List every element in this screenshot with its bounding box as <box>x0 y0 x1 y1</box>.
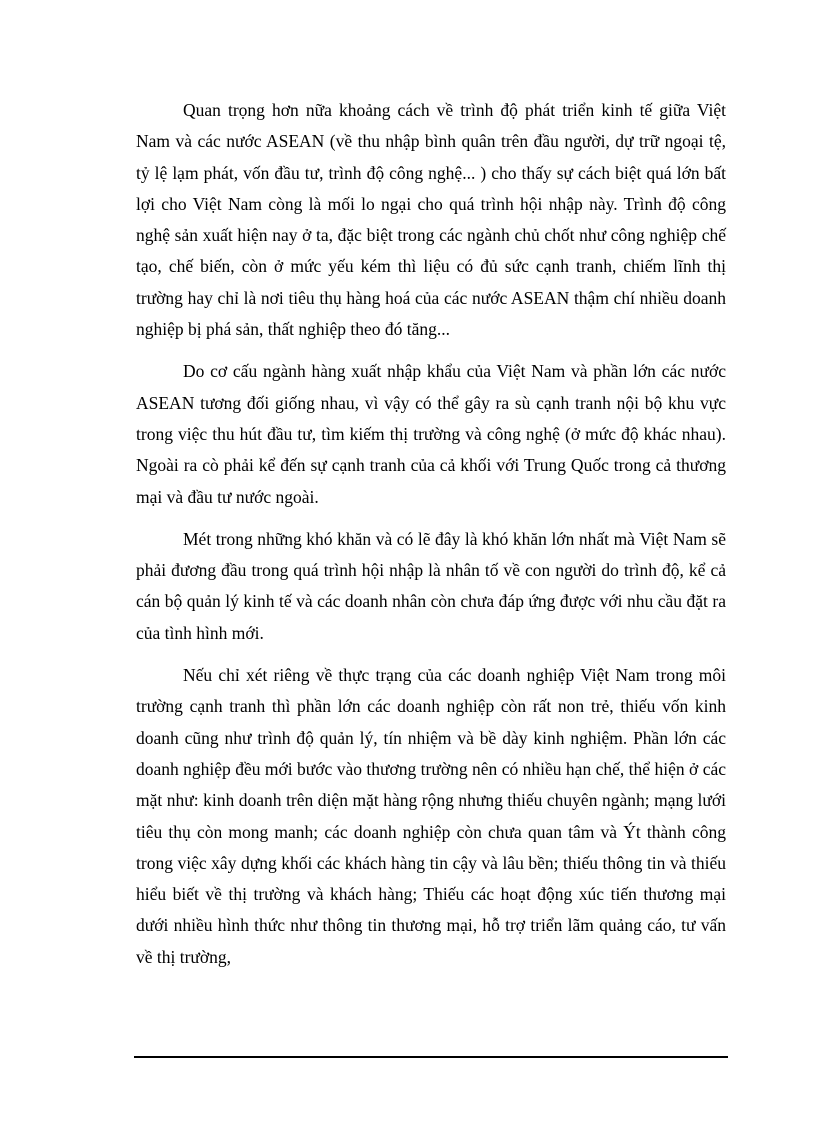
paragraph-1: Quan trọng hơn nữa khoảng cách về trình độ phát triển kinh tế giữa Việt Nam và các nước ASEAN (về thu nhập bình quân trên đầu người, dự trữ ngoại tệ, tỷ lệ lạm phát, vốn đầu tư, trình độ công nghệ... ) cho thấy sự cách biệt quá lớn bất lợi cho Việt Nam còng là mối lo ngại cho quá trình hội nhập này. Trình độ công nghệ sản xuất hiện nay ở ta, đặc biệt trong các ngành chủ chốt như công nghiệp chế tạo, chế biến, còn ở mức yếu kém thì liệu có đủ sức cạnh tranh, chiếm lĩnh thị trường hay chỉ là nơi tiêu thụ hàng hoá của các nước ASEAN thậm chí nhiều doanh nghiệp bị phá sản, thất nghiệp theo đó tăng... <box>136 100 726 340</box>
footer-rule <box>134 1056 728 1058</box>
paragraph-3: Mét trong những khó khăn và có lẽ đây là khó khăn lớn nhất mà Việt Nam sẽ phải đương đầu trong quá trình hội nhập là nhân tố về con người do trình độ, kể cả cán bộ quản lý kinh tế và các doanh nhân còn chưa đáp ứng được với nhu cầu đặt ra của tình hình mới. <box>136 528 726 643</box>
paragraph-2: Do cơ cấu ngành hàng xuất nhập khẩu của Việt Nam và phần lớn các nước ASEAN tương đối giống nhau, vì vậy có thể gây ra sù cạnh tranh nội bộ khu vực trong việc thu hút đầu tư, tìm kiếm thị trường và công nghệ (ở mức độ khác nhau). Ngoài ra cò phải kể đến sự cạnh tranh của cả khối với Trung Quốc trong cả thương mại và đầu tư nước ngoài. <box>136 361 726 507</box>
body-text <box>136 95 726 984</box>
paragraph-4: Nếu chỉ xét riêng về thực trạng của các doanh nghiệp Việt Nam trong môi trường cạnh tranh thì phần lớn các doanh nghiệp còn rất non trẻ, thiếu vốn kinh doanh cũng như trình độ quản lý, tín nhiệm và bề dày kinh nghiệm. Phần lớn các doanh nghiệp đều mới bước vào thương trường nên có nhiều hạn chế, thể hiện ở các mặt như: kinh doanh trên diện mặt hàng rộng nhưng thiếu chuyên ngành; mạng lưới tiêu thụ còn mong manh; các doanh nghiệp còn chưa quan tâm và Ýt thành công trong việc xây dựng khối các khách hàng tin cậy và lâu bền; thiếu thông tin và thiếu hiểu biết về thị trường và khách hàng; Thiếu các hoạt động xúc tiến thương mại dưới nhiều hình thức như thông tin thương mại, hỗ trợ triển lãm quảng cáo, tư vấn về thị trường, <box>136 665 726 967</box>
